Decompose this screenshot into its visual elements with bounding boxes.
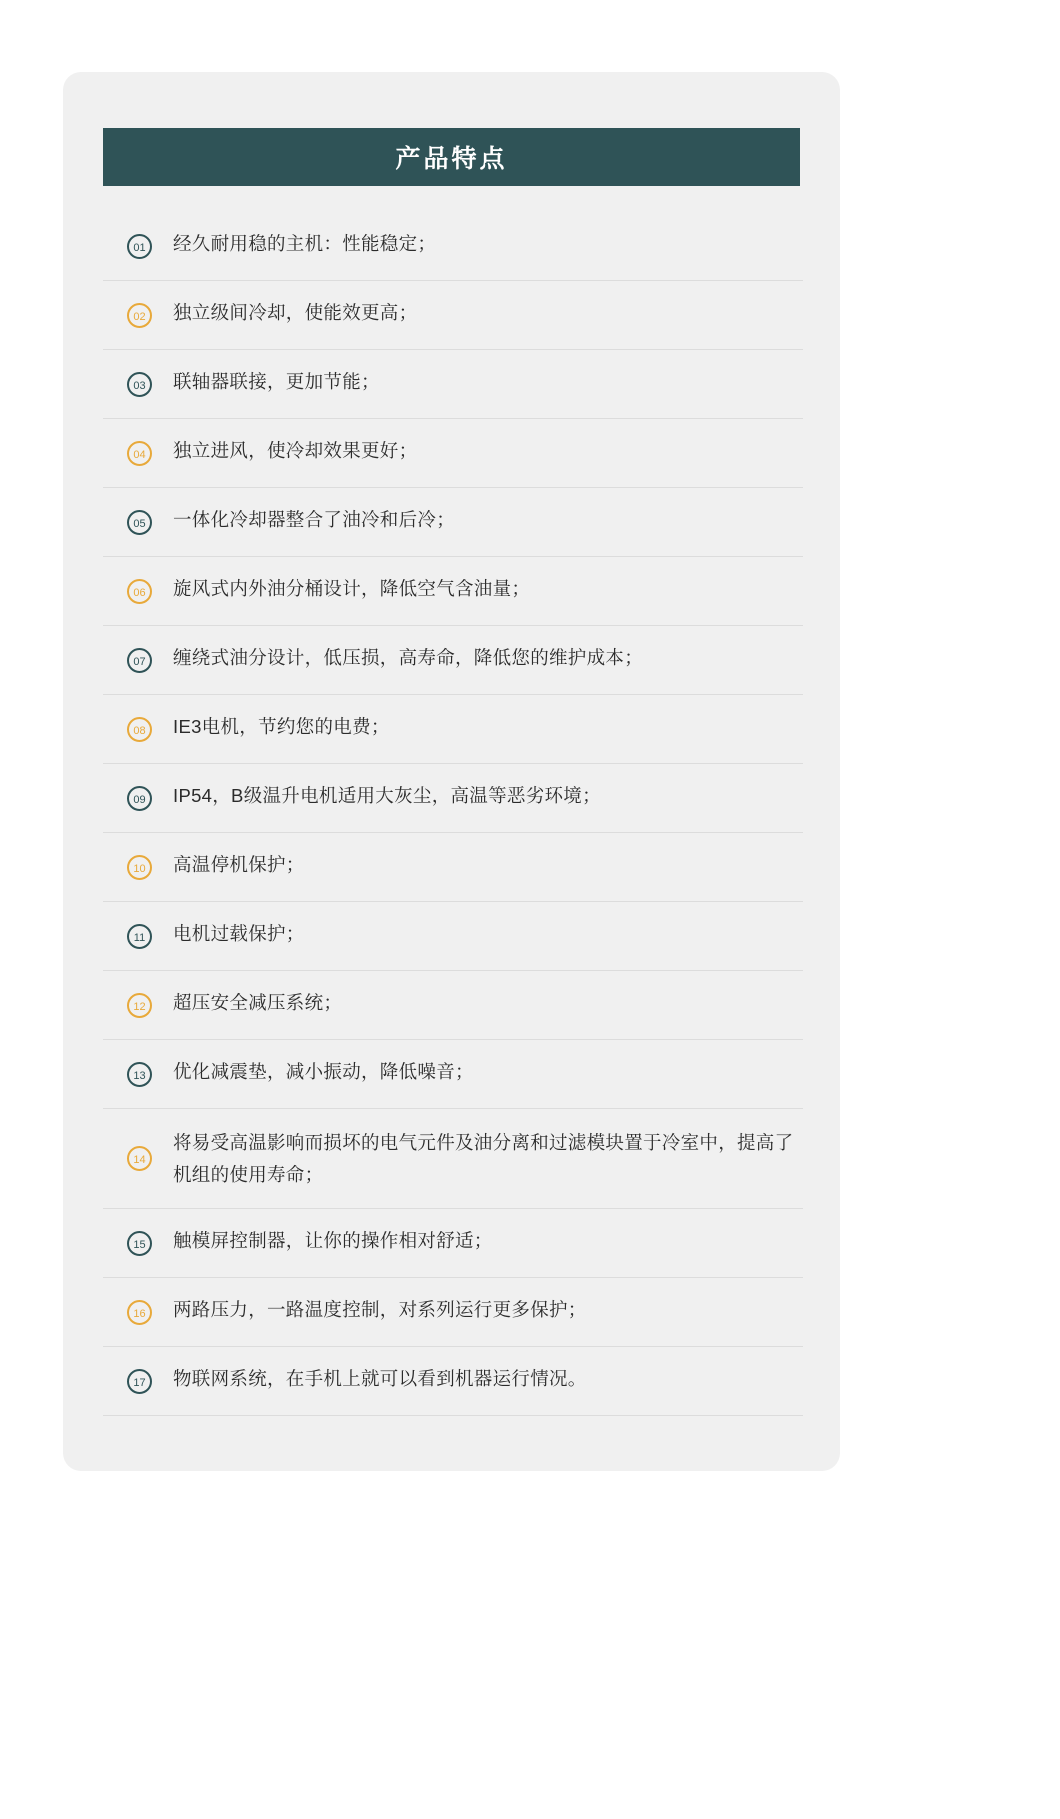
number-badge-icon: 03 xyxy=(127,372,152,397)
number-badge-icon: 09 xyxy=(127,786,152,811)
list-item xyxy=(103,971,803,1040)
feature-text-value: 触模屏控制器，让你的操作相对舒适； xyxy=(173,1230,493,1251)
header-bar xyxy=(103,128,800,186)
feature-index-cell xyxy=(107,441,167,466)
feature-text-value: 联轴器联接，更加节能； xyxy=(173,371,380,392)
number-badge-icon: 14 xyxy=(127,1146,152,1171)
feature-text-value: 旋风式内外油分桶设计，降低空气含油量； xyxy=(173,578,531,599)
feature-text xyxy=(167,1109,799,1208)
feature-text xyxy=(167,212,799,276)
feature-index-cell xyxy=(107,1369,167,1394)
number-badge-icon: 01 xyxy=(127,234,152,259)
page-title: 产品特点 xyxy=(395,145,508,173)
list-item xyxy=(103,1347,803,1416)
list-item xyxy=(103,488,803,557)
feature-index-cell xyxy=(107,993,167,1018)
feature-text xyxy=(167,557,799,621)
feature-list xyxy=(103,212,803,1416)
feature-index-cell xyxy=(107,1231,167,1256)
list-item xyxy=(103,626,803,695)
list-item xyxy=(103,281,803,350)
number-badge-icon: 11 xyxy=(127,924,152,949)
feature-index-cell xyxy=(107,372,167,397)
feature-text-value: 缠绕式油分设计，低压损，高寿命，降低您的维护成本； xyxy=(173,647,644,668)
feature-text xyxy=(167,626,799,690)
number-badge-icon: 12 xyxy=(127,993,152,1018)
feature-text xyxy=(167,419,799,483)
feature-text xyxy=(167,1040,799,1104)
number-badge-icon: 06 xyxy=(127,579,152,604)
list-item xyxy=(103,212,803,281)
feature-index-cell xyxy=(107,579,167,604)
number-badge-icon: 07 xyxy=(127,648,152,673)
feature-index-cell xyxy=(107,1062,167,1087)
feature-text xyxy=(167,833,799,897)
number-badge-icon: 02 xyxy=(127,303,152,328)
feature-text xyxy=(167,488,799,552)
feature-index-cell xyxy=(107,786,167,811)
list-item xyxy=(103,419,803,488)
list-item xyxy=(103,833,803,902)
list-item xyxy=(103,902,803,971)
feature-index-cell xyxy=(107,303,167,328)
feature-text-value: 一体化冷却器整合了油冷和后冷； xyxy=(173,509,456,530)
feature-text-value: 两路压力，一路温度控制，对系列运行更多保护； xyxy=(173,1299,587,1320)
number-badge-icon: 13 xyxy=(127,1062,152,1087)
number-badge-icon: 10 xyxy=(127,855,152,880)
feature-text xyxy=(167,902,799,966)
list-item xyxy=(103,764,803,833)
feature-text-value: 经久耐用稳的主机：性能稳定； xyxy=(173,233,437,254)
list-item xyxy=(103,557,803,626)
number-badge-icon: 15 xyxy=(127,1231,152,1256)
feature-index-cell xyxy=(107,648,167,673)
feature-text-value: 独立级间冷却，使能效更高； xyxy=(173,302,418,323)
list-item xyxy=(103,1278,803,1347)
feature-text-value: IE3电机，节约您的电费； xyxy=(173,716,390,737)
list-item xyxy=(103,350,803,419)
feature-text xyxy=(167,1278,799,1342)
feature-text-value: 优化减震垫，减小振动，降低噪音； xyxy=(173,1061,474,1082)
feature-text xyxy=(167,281,799,345)
feature-index-cell xyxy=(107,510,167,535)
feature-text-value: 物联网系统，在手机上就可以看到机器运行情况。 xyxy=(173,1368,587,1389)
feature-text-value: 独立进风，使冷却效果更好； xyxy=(173,440,418,461)
feature-index-cell xyxy=(107,234,167,259)
list-item xyxy=(103,1209,803,1278)
number-badge-icon: 04 xyxy=(127,441,152,466)
number-badge-icon: 05 xyxy=(127,510,152,535)
feature-text xyxy=(167,764,799,828)
feature-card xyxy=(63,72,840,1471)
feature-index-cell xyxy=(107,924,167,949)
list-item xyxy=(103,1109,803,1209)
feature-text-value: 将易受高温影响而损坏的电气元件及油分离和过滤模块置于冷室中，提高了机组的使用寿命； xyxy=(173,1132,794,1186)
feature-text-value: IP54，B级温升电机适用大灰尘，高温等恶劣环境； xyxy=(173,785,601,806)
number-badge-icon: 08 xyxy=(127,717,152,742)
feature-text-value: 电机过载保护； xyxy=(173,923,305,944)
feature-index-cell xyxy=(107,855,167,880)
feature-text xyxy=(167,350,799,414)
number-badge-icon: 17 xyxy=(127,1369,152,1394)
feature-index-cell xyxy=(107,1300,167,1325)
feature-index-cell xyxy=(107,1146,167,1171)
feature-text xyxy=(167,1209,799,1273)
number-badge-icon: 16 xyxy=(127,1300,152,1325)
feature-index-cell xyxy=(107,717,167,742)
list-item xyxy=(103,695,803,764)
feature-text xyxy=(167,971,799,1035)
list-item xyxy=(103,1040,803,1109)
feature-text xyxy=(167,1347,799,1411)
feature-text-value: 高温停机保护； xyxy=(173,854,305,875)
feature-text-value: 超压安全减压系统； xyxy=(173,992,343,1013)
feature-text xyxy=(167,695,799,759)
